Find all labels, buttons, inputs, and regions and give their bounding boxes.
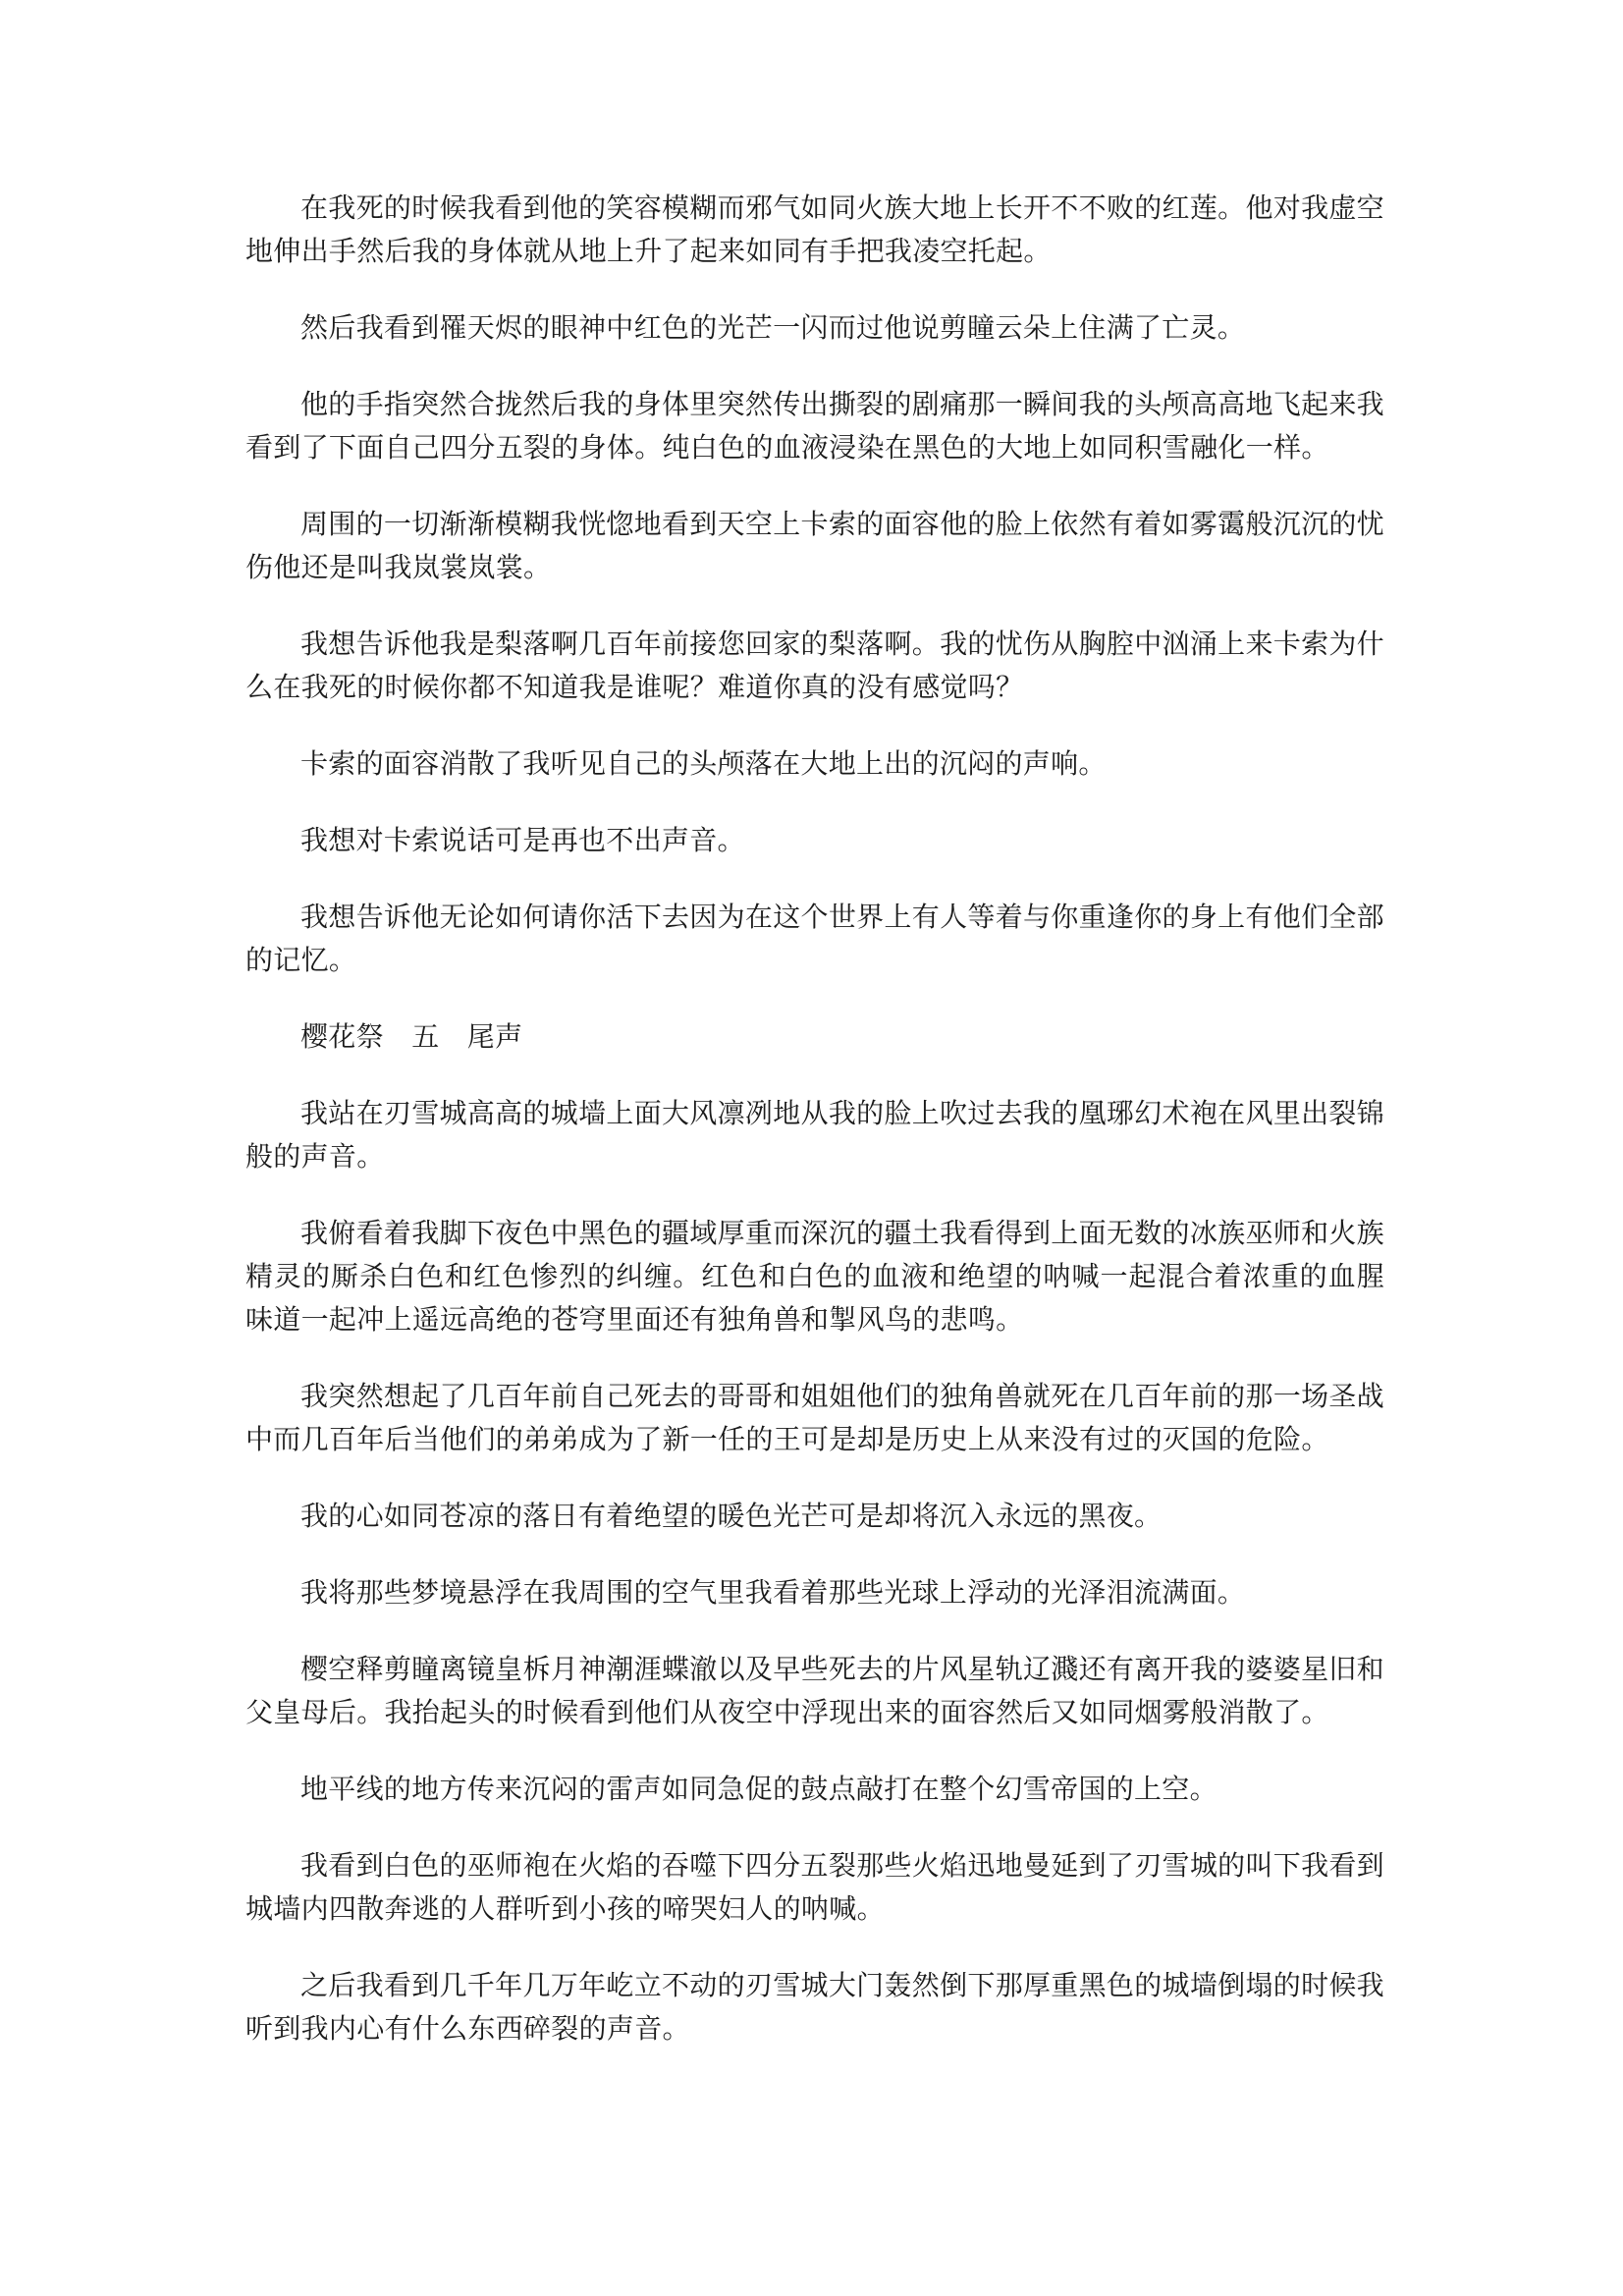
paragraph: 周围的一切渐渐模糊我恍惚地看到天空上卡索的面容他的脸上依然有着如雾霭般沉沉的忧伤他还是叫我岚裳岚裳。 [245,508,1384,583]
paragraph: 我将那些梦境悬浮在我周围的空气里我看着那些光球上浮动的光泽泪流满面。 [300,1576,1246,1609]
paragraph: 地平线的地方传来沉闷的雷声如同急促的鼓点敲打在整个幻雪帝国的上空。 [300,1773,1217,1805]
paragraph: 之后我看到几千年几万年屹立不动的刃雪城大门轰然倒下那厚重黑色的城墙倒塌的时候我听到我内心有什么东西碎裂的声音。 [245,1969,1384,2045]
section-heading: 樱花祭 五 尾声 [300,1020,523,1053]
paragraph: 我俯看着我脚下夜色中黑色的疆域厚重而深沉的疆土我看得到上面无数的冰族巫师和火族精灵的厮杀白色和红色惨烈的纠缠。红色和白色的血液和绝望的呐喊一起混合着浓重的血腥味道一起冲上遥远高绝的苍穹里面还有独角兽和掣风鸟的悲鸣。 [245,1217,1384,1336]
paragraph: 他的手指突然合拢然后我的身体里突然传出撕裂的剧痛那一瞬间我的头颅高高地飞起来我看到了下面自己四分五裂的身体。纯白色的血液浸染在黑色的大地上如同积雪融化一样。 [245,388,1384,464]
paragraph: 然后我看到罹天烬的眼神中红色的光芒一闪而过他说剪瞳云朵上住满了亡灵。 [300,311,1246,344]
paragraph: 我的心如同苍凉的落日有着绝望的暖色光芒可是却将沉入永远的黑夜。 [300,1500,1163,1532]
paragraph: 卡索的面容消散了我听见自己的头颅落在大地上出的沉闷的声响。 [300,747,1107,780]
paragraph: 我看到白色的巫师袍在火焰的吞噬下四分五裂那些火焰迅地曼延到了刃雪城的叫下我看到城墙内四散奔逃的人群听到小孩的啼哭妇人的呐喊。 [245,1849,1384,1925]
paragraph: 我突然想起了几百年前自己死去的哥哥和姐姐他们的独角兽就死在几百年前的那一场圣战中而几百年后当他们的弟弟成为了新一任的王可是却是历史上从来没有过的灭国的危险。 [245,1380,1384,1455]
paragraph: 我想告诉他我是梨落啊几百年前接您回家的梨落啊。我的忧伤从胸腔中汹涌上来卡索为什么在我死的时候你都不知道我是谁呢？难道你真的没有感觉吗？ [245,628,1384,703]
paragraph: 我想对卡索说话可是再也不出声音。 [300,824,745,856]
text-body [245,187,1384,2084]
paragraph: 我想告诉他无论如何请你活下去因为在这个世界上有人等着与你重逢你的身上有他们全部的记忆。 [245,901,1384,976]
paragraph: 我站在刃雪城高高的城墙上面大风凛冽地从我的脸上吹过去我的凰琊幻术袍在风里出裂锦般的声音。 [245,1097,1384,1173]
paragraph: 在我死的时候我看到他的笑容模糊而邪气如同火族大地上长开不不败的红莲。他对我虚空地伸出手然后我的身体就从地上升了起来如同有手把我凌空托起。 [245,191,1384,267]
paragraph: 樱空释剪瞳离镜皇柝月神潮涯蝶澈以及早些死去的片风星轨辽濺还有离开我的婆婆星旧和父皇母后。我抬起头的时候看到他们从夜空中浮现出来的面容然后又如同烟雾般消散了。 [245,1653,1384,1728]
